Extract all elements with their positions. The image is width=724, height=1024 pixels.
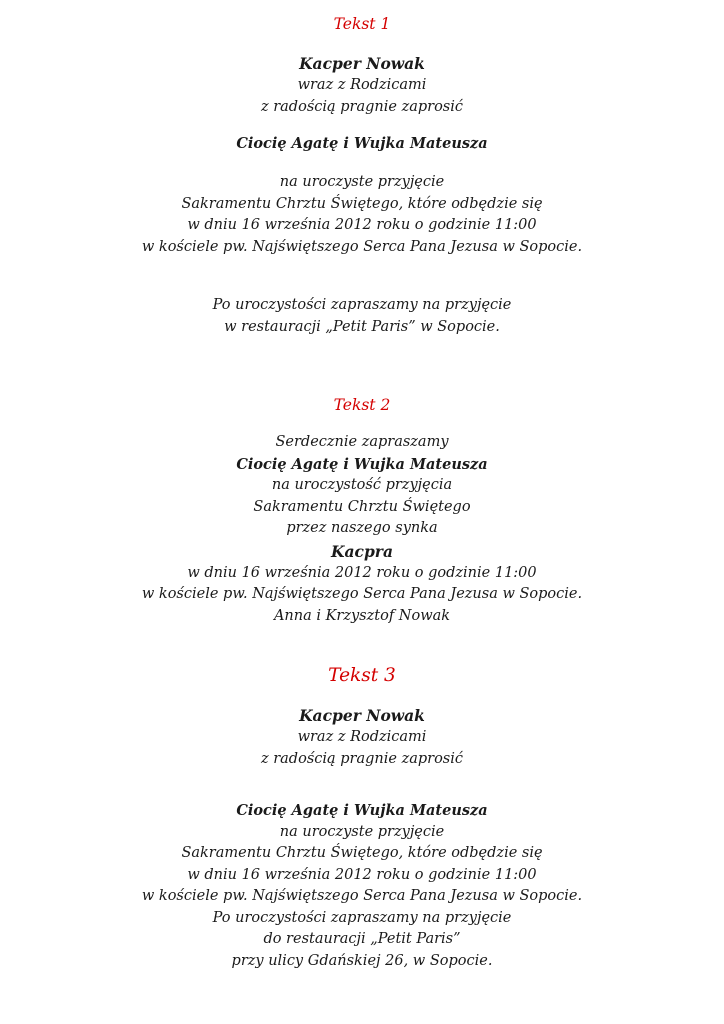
text3-section [0, 663, 724, 689]
text3-line: w kościele pw. Najświętszego Serca Pana Jezusa w Sopocie. [141, 888, 583, 904]
text3-line: z radością pragnie zaprosić [260, 750, 464, 767]
text3-guests: Ciocię Agatę i Wujka Mateusza [236, 802, 488, 819]
text1-details [0, 172, 724, 258]
text1-line: Po uroczystości zapraszamy na przyjęcie [212, 297, 512, 313]
text1-line: z radością pragnie zaprosić [260, 98, 464, 115]
text1-line: na uroczyste przyjęcie [279, 174, 445, 190]
text2-line: przez naszego synka [286, 520, 438, 536]
text2-line: w kościele pw. Najświętszego Serca Pana Jezusa w Sopocie. [141, 586, 583, 602]
text2-line: Sakramentu Chrztu Świętego [253, 498, 471, 515]
text3-line: na uroczyste przyjęcie [279, 823, 445, 840]
text2-guests: Ciocię Agatę i Wujka Mateusza [236, 455, 488, 473]
text2-child-name: Kacpra [331, 541, 393, 561]
text1-child-name: Kacper Nowak [299, 54, 425, 73]
text3-line: Sakramentu Chrztu Świętego, które odbędzie się [181, 845, 543, 861]
text2-section [0, 394, 724, 416]
text1-reception [0, 295, 724, 338]
text1-line: w dniu 16 września 2012 roku o godzinie 11:00 [187, 217, 537, 233]
text3-line: wraz z Rodzicami [297, 729, 427, 745]
text3-line: przy ulicy Gdańskiej 26, w Sopocie. [231, 952, 493, 969]
text2-signature: Anna i Krzysztof Nowak [273, 607, 451, 624]
text3-heading: Tekst 3 [328, 665, 396, 686]
text2-body [0, 432, 724, 627]
text2-line: Serdecznie zapraszamy [275, 434, 449, 450]
text1-intro [0, 52, 724, 118]
text1-guests: Ciocię Agatę i Wujka Mateusza [236, 135, 488, 152]
text2-line: w dniu 16 września 2012 roku o godzinie 11:00 [187, 564, 537, 581]
text1-line: w restauracji „Petit Paris” w Sopocie. [224, 318, 500, 335]
text3-line: w dniu 16 września 2012 roku o godzinie 11:00 [187, 866, 537, 883]
text1-guests-block [0, 133, 724, 155]
text3-child-name: Kacper Nowak [299, 706, 425, 725]
text1-line: wraz z Rodzicami [297, 77, 427, 93]
text1-line: Sakramentu Chrztu Świętego, które odbędzie się [181, 195, 543, 212]
text2-line: na uroczystość przyjęcia [271, 477, 453, 493]
text3-line: do restauracji „Petit Paris” [263, 931, 461, 947]
text3-intro [0, 704, 724, 770]
text2-heading: Tekst 2 [333, 396, 391, 414]
text1-line: w kościele pw. Najświętszego Serca Pana Jezusa w Sopocie. [141, 238, 583, 255]
text1-section [0, 13, 724, 35]
text3-body [0, 800, 724, 972]
text3-line: Po uroczystości zapraszamy na przyjęcie [212, 909, 512, 926]
text1-heading: Tekst 1 [333, 15, 391, 33]
